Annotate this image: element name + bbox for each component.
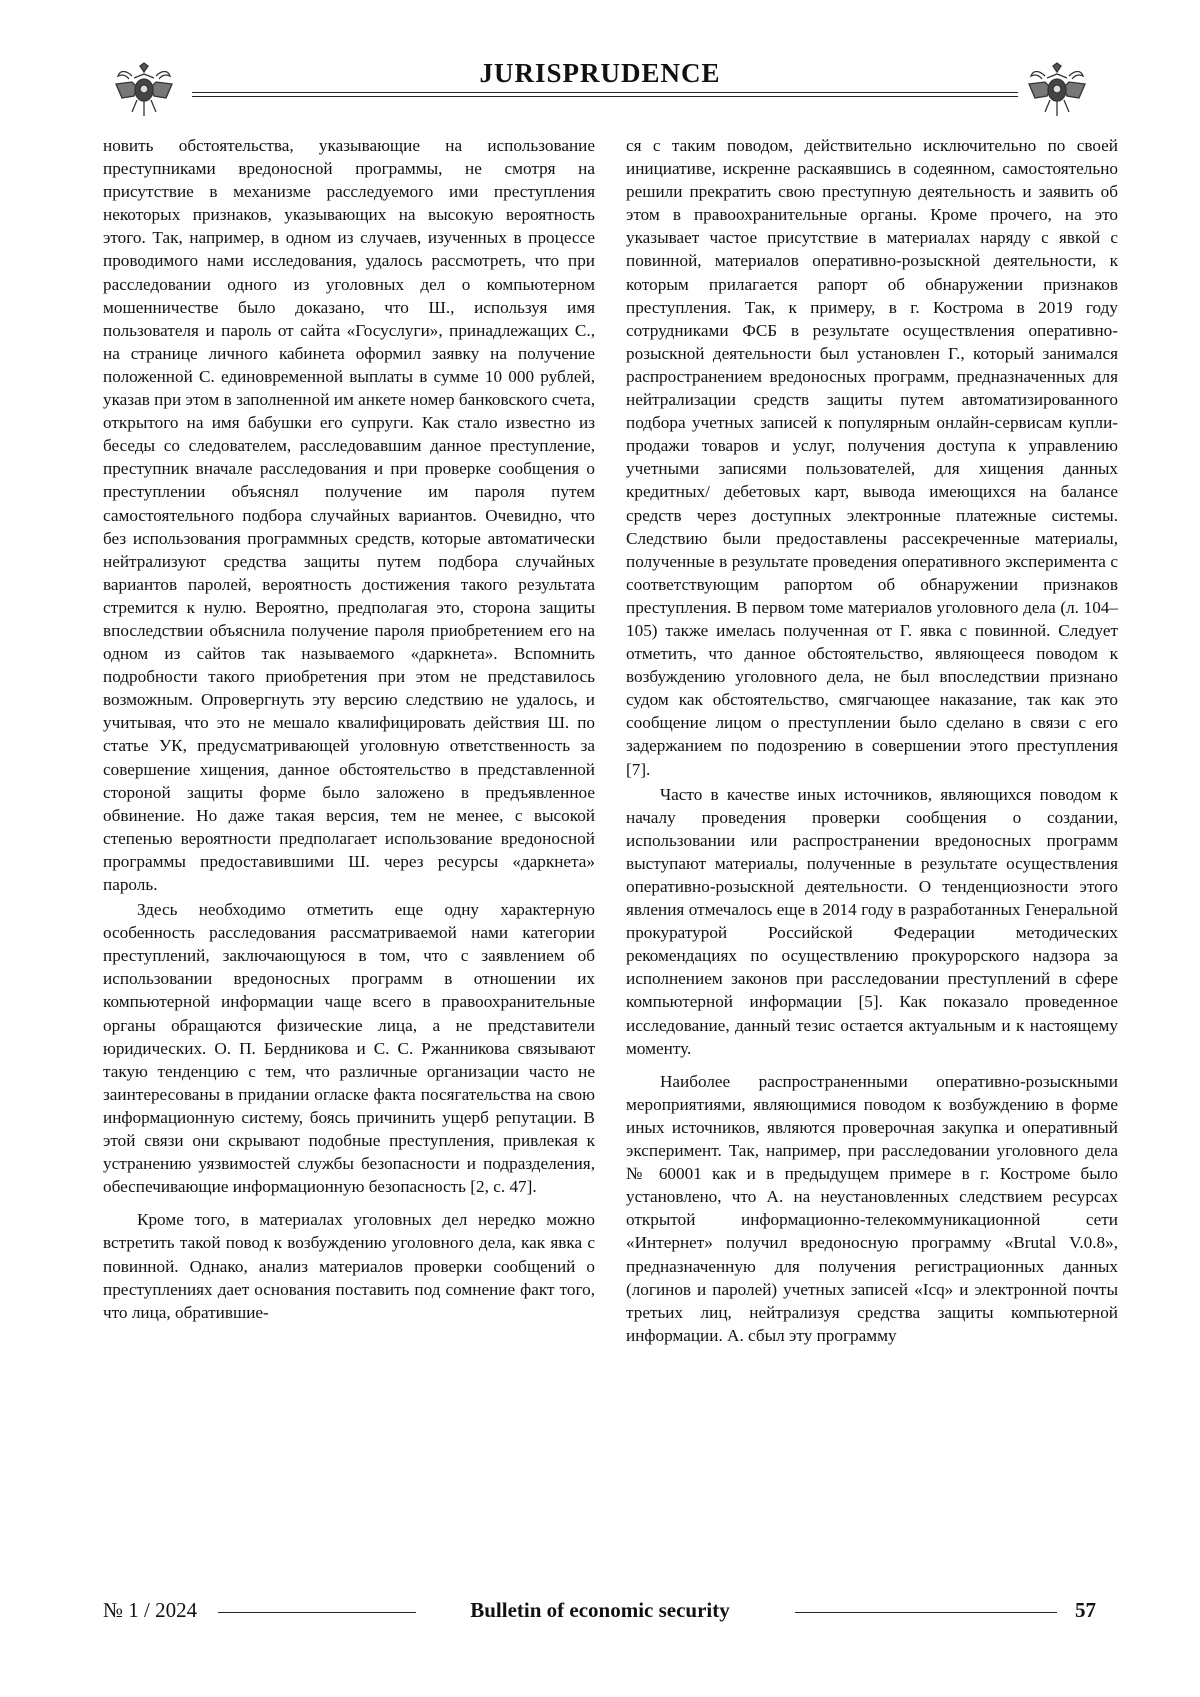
header-rule	[192, 92, 1018, 93]
journal-title: Bulletin of economic security	[470, 1598, 730, 1622]
paragraph: Здесь необходимо отметить еще одну характерную особенность расследования рассматриваемой нами категории преступлений, заключающуюся в том, что с заявлением об использовании вредоносных программ в отношении их компьютерной информации чаще всего в правоохранительные органы обращаются физические лица, а не представители юридических. О. П. Бердникова и С. С. Ржанникова связывают такую тенденцию с тем, что различные организации часто не заинтересованы в придании огласке факта посягательства на свою информационную систему, боясь причинить ущерб репутации. В этой связи они скрывают подобные преступления, привлекая к устранению уязвимостей службы безопасности и подразделения, обеспечивающие информационную безопасность [2, с. 47].	[103, 900, 595, 1197]
issue-number: № 1 / 2024	[103, 1598, 198, 1622]
paragraph: Часто в качестве иных источников, являющихся поводом к началу проведения проверки сообщения о создании, использовании или распространении вредоносных программ выступают материалы, полученные в результате осуществления оперативно-розыскной деятельности. О тенденциозности этого явления отмечалось еще в 2014 году в разработанных Генеральной прокуратурой Российской Федерации методических рекомендациях по осуществлению прокурорского надзора за исполнением законов при расследовании преступлений в сфере компьютерной информации [5]. Как показало проведенное исследование, данный тезис остается актуальным и к настоящему моменту.	[626, 784, 1118, 1058]
paragraph-continuation: ся с таким поводом, действительно исключительно по своей инициативе, искренне раскаявшись в содеянном, самостоятельно решили прекратить свою преступную деятельность и заявить об этом в правоохранительные органы. Кроме прочего, на это указывает частое присутствие в материалах наряду с явкой с повинной, материалов оперативно-розыскной деятельности, к которым прилагается рапорт об обнаружении признаков преступления. Так, к примеру, в г. Кострома в 2019 году сотрудниками ФСБ в результате осуществления оперативно-розыскной деятельности был установлен Г., который занимался распространением вредоносных программ, предназначенных для нейтрализации средств защиты путем автоматизированного подбора учетных записей к популярным онлайн-сервисам купли-продажи товаров и услуг, получения доступа к управлению учетными записями пользователей, для хищения данных кредитных/ дебетовых карт, вывода имеющихся на балансе средств через доступных электронные платежные системы. Следствию были предоставлены рассекреченные материалы, полученные в результате проведения оперативного эксперимента с соответствующим рапортом об обнаружении признаков преступления. В первом томе материалов уголовного дела (л. 104–105) также имелась полученная от Г. явка с повинной. Следует отметить, что данное обстоятельство, являющееся поводом к возбуждению уголовного дела, не был впоследствии признано судом как обстоятельство, смягчающее наказание, так как это сообщение лицом о преступлении было сделано в связи с его задержанием по подозрению в совершении этого преступления [7].	[626, 136, 1118, 779]
page-header	[0, 0, 1200, 120]
paragraph: Наиболее распространенными оперативно-розыскными мероприятиями, являющимися поводом к возбуждению в форме иных источников, являются проверочная закупка и оперативный эксперимент. Так, например, при расследовании уголовного дела № 60001 как и в предыдущем примере в г. Костроме было установлено, что А. на неустановленных следствием ресурсах открытой информационно-телекоммуникационной сети «Интернет» получил вредоносную программу «Brutal V.0.8», предназначенную для получения регистрационных данных (логинов и паролей) учетных записей «Icq» и электронной почты третьих лиц, нейтрализуя средства защиты компьютерной информации. А. сбыл эту программу	[626, 1071, 1118, 1345]
page-number: 57	[1075, 1598, 1096, 1622]
paragraph: Кроме того, в материалах уголовных дел нередко можно встретить такой повод к возбуждению уголовного дела, как явка с повинной. Однако, анализ материалов проверки сообщений о преступлениях дает основания поставить под сомнение факт того, что лица, обратившие-	[103, 1210, 595, 1322]
page-footer	[0, 1598, 1200, 1628]
right-column	[626, 134, 1118, 1347]
paragraph-continuation: новить обстоятельства, указывающие на использование преступниками вредоносной программы, не смотря на присутствие в механизме расследуемого ими преступления некоторых признаков, указывающих на высокую вероятность этого. Так, например, в одном из случаев, изученных в процессе проводимого нами исследования, удалось рассмотреть, что при расследовании одного из уголовных дел о компьютерном мошенничестве было доказано, что Ш., используя имя пользователя и пароль от сайта «Госуслуги», принадлежащих С., на странице личного кабинета оформил заявку на получение положенной С. единовременной выплаты в сумме 10 000 рублей, указав при этом в заполненной им анкете номер банковского счета, открытого на имя бабушки его супруги. Как стало известно из беседы со следователем, расследовавшим данное преступление, преступник вначале расследования и при проверке сообщения о преступлении объяснял получение им пароля путем самостоятельного подбора случайных вариантов. Очевидно, что без использования программных средств, которые автоматически нейтрализуют средства защиты путем подбора случайных вариантов паролей, вероятность достижения такого результата стремится к нулю. Вероятно, предполагая это, сторона защиты впоследствии объяснила получение пароля приобретением его на одном из сайтов так называемого «даркнета». Вспомнить подробности такого приобретения при этом не представилось возможным. Опровергнуть эту версию следствию не удалось, и учитывая, что это не мешало квалифицировать действия Ш. по статье УК, предусматривающей уголовную ответственность за совершение хищения, данное обстоятельство в представленной стороной защиты форме было заложено в предъявленное обвинение. Но даже такая версия, тем не менее, с высокой степенью вероятности предполагает использование вредоносной программы предоставившими Ш. через ресурсы «даркнета» пароль.	[103, 136, 595, 894]
header-rule-thin	[192, 96, 1018, 97]
left-column	[103, 134, 595, 1324]
footer-rule-right	[795, 1612, 1057, 1613]
section-title: JURISPRUDENCE	[479, 58, 721, 88]
double-headed-eagle-emblem-icon	[1025, 62, 1089, 118]
